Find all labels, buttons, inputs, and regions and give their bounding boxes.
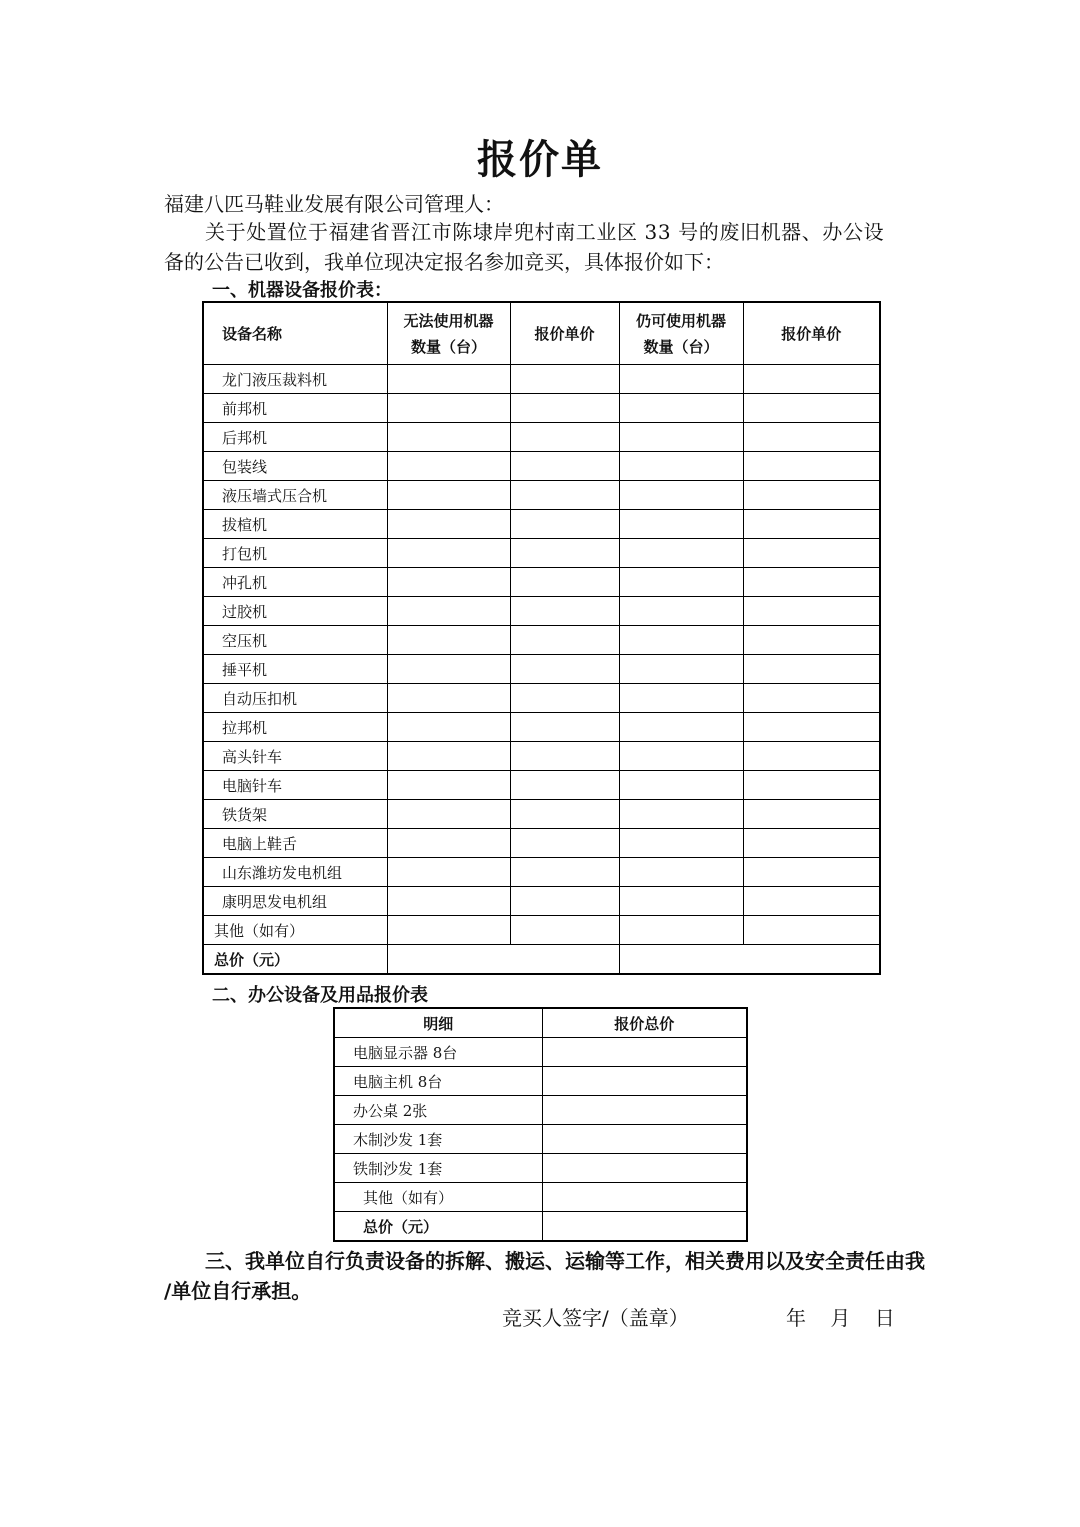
total-unusable-cell[interactable] [387, 945, 619, 975]
equipment-name-cell: 打包机 [203, 539, 387, 568]
unusable-quantity-cell[interactable] [387, 742, 510, 771]
unit-price-cell[interactable] [743, 597, 880, 626]
total-price-cell[interactable] [542, 1212, 747, 1242]
total-row-label: 总价（元） [203, 945, 387, 975]
usable-quantity-cell[interactable] [619, 481, 743, 510]
table-row [203, 539, 880, 568]
table-row [203, 742, 880, 771]
total-price-cell[interactable] [542, 1183, 747, 1212]
usable-quantity-cell[interactable] [619, 800, 743, 829]
unit-price-cell[interactable] [510, 800, 619, 829]
section3-line-2: /单位自行承担。 [164, 1279, 312, 1303]
unit-price-cell[interactable] [510, 713, 619, 742]
header-usable-quantity [619, 302, 743, 365]
total-row-label: 总价（元） [334, 1212, 542, 1242]
signature-label: 竞买人签字/（盖章） [502, 1306, 689, 1330]
signature-date: 年 月 日 [786, 1306, 895, 1330]
usable-quantity-cell[interactable] [619, 365, 743, 394]
unusable-quantity-cell[interactable] [387, 684, 510, 713]
usable-quantity-cell[interactable] [619, 568, 743, 597]
table-row-total [334, 1212, 747, 1242]
total-usable-cell[interactable] [619, 945, 880, 975]
unit-price-cell[interactable] [510, 829, 619, 858]
table-row [334, 1154, 747, 1183]
equipment-name-cell: 电脑上鞋舌 [203, 829, 387, 858]
equipment-name-cell: 空压机 [203, 626, 387, 655]
unit-price-cell[interactable] [510, 771, 619, 800]
unit-price-cell[interactable] [743, 742, 880, 771]
table-row [203, 423, 880, 452]
table-row [203, 887, 880, 916]
usable-quantity-cell[interactable] [619, 713, 743, 742]
usable-quantity-cell[interactable] [619, 394, 743, 423]
equipment-name-cell: 龙门液压裁料机 [203, 365, 387, 394]
unit-price-cell[interactable] [510, 597, 619, 626]
equipment-name-cell: 自动压扣机 [203, 684, 387, 713]
table-row [334, 1038, 747, 1067]
unusable-quantity-cell[interactable] [387, 916, 510, 945]
unit-price-cell[interactable] [743, 713, 880, 742]
usable-quantity-cell[interactable] [619, 510, 743, 539]
unit-price-cell[interactable] [510, 539, 619, 568]
equipment-name-cell: 电脑针车 [203, 771, 387, 800]
unusable-quantity-cell[interactable] [387, 365, 510, 394]
unit-price-cell[interactable] [510, 365, 619, 394]
usable-quantity-cell[interactable] [619, 742, 743, 771]
section3-line-1: 三、我单位自行负责设备的拆解、搬运、运输等工作，相关费用以及安全责任由我 [205, 1249, 925, 1273]
table-row [203, 800, 880, 829]
table-row [203, 829, 880, 858]
unit-price-cell[interactable] [510, 510, 619, 539]
table-row [203, 510, 880, 539]
header-total-price: 报价总价 [542, 1008, 747, 1038]
unit-price-cell[interactable] [743, 365, 880, 394]
usable-quantity-cell[interactable] [619, 858, 743, 887]
equipment-name-cell: 高头针车 [203, 742, 387, 771]
table-row [203, 713, 880, 742]
unit-price-cell[interactable] [743, 829, 880, 858]
unusable-quantity-cell[interactable] [387, 829, 510, 858]
other-row-label: 其他（如有） [203, 916, 387, 945]
header-usable-line1: 仍可使用机器 [635, 311, 726, 330]
equipment-name-cell: 捶平机 [203, 655, 387, 684]
equipment-name-cell: 山东潍坊发电机组 [203, 858, 387, 887]
unusable-quantity-cell[interactable] [387, 423, 510, 452]
header-unusable-line2: 数量（台） [410, 337, 486, 356]
usable-quantity-cell[interactable] [619, 684, 743, 713]
table-row-total [203, 945, 880, 975]
equipment-name-cell: 冲孔机 [203, 568, 387, 597]
page-title: 报价单 [477, 136, 603, 183]
unit-price-cell[interactable] [743, 452, 880, 481]
table-row [334, 1125, 747, 1154]
unit-price-cell[interactable] [743, 771, 880, 800]
intro-line-2: 备的公告已收到，我单位现决定报名参加竞买，具体报价如下： [164, 250, 724, 274]
equipment-name-cell: 拔楦机 [203, 510, 387, 539]
unit-price-cell[interactable] [743, 394, 880, 423]
usable-quantity-cell[interactable] [619, 916, 743, 945]
total-price-cell[interactable] [542, 1067, 747, 1096]
equipment-name-cell: 后邦机 [203, 423, 387, 452]
unusable-quantity-cell[interactable] [387, 800, 510, 829]
equipment-name-cell: 包装线 [203, 452, 387, 481]
unit-price-cell[interactable] [743, 916, 880, 945]
usable-quantity-cell[interactable] [619, 771, 743, 800]
unit-price-cell[interactable] [510, 887, 619, 916]
unusable-quantity-cell[interactable] [387, 655, 510, 684]
unit-price-cell[interactable] [743, 481, 880, 510]
table-row [203, 568, 880, 597]
unusable-quantity-cell[interactable] [387, 539, 510, 568]
table-row [203, 771, 880, 800]
unusable-quantity-cell[interactable] [387, 568, 510, 597]
table-row [334, 1096, 747, 1125]
table-row [203, 626, 880, 655]
table-row-other [334, 1183, 747, 1212]
unit-price-cell[interactable] [510, 481, 619, 510]
intro-line-1: 关于处置位于福建省晋江市陈埭岸兜村南工业区 33 号的废旧机器、办公设 [205, 220, 885, 244]
unusable-quantity-cell[interactable] [387, 394, 510, 423]
header-unusable-quantity [387, 302, 510, 365]
unusable-quantity-cell[interactable] [387, 452, 510, 481]
unusable-quantity-cell[interactable] [387, 481, 510, 510]
usable-quantity-cell[interactable] [619, 887, 743, 916]
unusable-quantity-cell[interactable] [387, 510, 510, 539]
equipment-name-cell: 拉邦机 [203, 713, 387, 742]
header-usable-line2: 数量（台） [643, 337, 719, 356]
table-row [203, 365, 880, 394]
table-row [203, 655, 880, 684]
header-unusable-line1: 无法使用机器 [403, 311, 494, 330]
unit-price-cell[interactable] [510, 742, 619, 771]
unusable-quantity-cell[interactable] [387, 626, 510, 655]
machine-quotation-table [202, 301, 881, 975]
total-price-cell[interactable] [542, 1038, 747, 1067]
equipment-name-cell: 康明思发电机组 [203, 887, 387, 916]
unit-price-cell[interactable] [743, 655, 880, 684]
unit-price-cell[interactable] [743, 510, 880, 539]
unit-price-cell[interactable] [743, 887, 880, 916]
unusable-quantity-cell[interactable] [387, 887, 510, 916]
unusable-quantity-cell[interactable] [387, 597, 510, 626]
detail-cell: 铁制沙发 1套 [334, 1154, 542, 1183]
table-row-other [203, 916, 880, 945]
unit-price-cell[interactable] [510, 452, 619, 481]
detail-cell: 电脑主机 8台 [334, 1067, 542, 1096]
equipment-name-cell: 液压墙式压合机 [203, 481, 387, 510]
unit-price-cell[interactable] [743, 858, 880, 887]
detail-cell: 电脑显示器 8台 [334, 1038, 542, 1067]
table-row [203, 597, 880, 626]
addressee: 福建八匹马鞋业发展有限公司管理人： [164, 192, 504, 216]
header-detail: 明细 [334, 1008, 542, 1038]
usable-quantity-cell[interactable] [619, 626, 743, 655]
table-row [203, 481, 880, 510]
unit-price-cell[interactable] [510, 684, 619, 713]
unit-price-cell[interactable] [743, 539, 880, 568]
table-header-row [334, 1008, 747, 1038]
unusable-quantity-cell[interactable] [387, 858, 510, 887]
usable-quantity-cell[interactable] [619, 423, 743, 452]
usable-quantity-cell[interactable] [619, 829, 743, 858]
other-row-label: 其他（如有） [334, 1183, 542, 1212]
office-quotation-table [333, 1007, 748, 1242]
unit-price-cell[interactable] [743, 423, 880, 452]
usable-quantity-cell[interactable] [619, 452, 743, 481]
header-unit-price-1: 报价单价 [510, 302, 619, 365]
unusable-quantity-cell[interactable] [387, 771, 510, 800]
equipment-name-cell: 前邦机 [203, 394, 387, 423]
detail-cell: 办公桌 2张 [334, 1096, 542, 1125]
table-row [203, 452, 880, 481]
header-equipment-name: 设备名称 [203, 302, 387, 365]
unit-price-cell[interactable] [743, 684, 880, 713]
table-row [203, 394, 880, 423]
equipment-name-cell: 过胶机 [203, 597, 387, 626]
table-header-row [203, 302, 880, 365]
total-price-cell[interactable] [542, 1125, 747, 1154]
table-row [334, 1067, 747, 1096]
detail-cell: 木制沙发 1套 [334, 1125, 542, 1154]
unusable-quantity-cell[interactable] [387, 713, 510, 742]
table-row [203, 684, 880, 713]
unit-price-cell[interactable] [743, 568, 880, 597]
unit-price-cell[interactable] [510, 626, 619, 655]
unit-price-cell[interactable] [510, 568, 619, 597]
usable-quantity-cell[interactable] [619, 655, 743, 684]
unit-price-cell[interactable] [510, 394, 619, 423]
unit-price-cell[interactable] [510, 655, 619, 684]
section1-heading: 一、机器设备报价表： [212, 280, 392, 301]
header-unit-price-2: 报价单价 [743, 302, 880, 365]
usable-quantity-cell[interactable] [619, 539, 743, 568]
total-price-cell[interactable] [542, 1154, 747, 1183]
unit-price-cell[interactable] [743, 626, 880, 655]
unit-price-cell[interactable] [743, 800, 880, 829]
equipment-name-cell: 铁货架 [203, 800, 387, 829]
unit-price-cell[interactable] [510, 423, 619, 452]
section2-heading: 二、办公设备及用品报价表 [212, 985, 428, 1006]
total-price-cell[interactable] [542, 1096, 747, 1125]
table-row [203, 858, 880, 887]
usable-quantity-cell[interactable] [619, 597, 743, 626]
unit-price-cell[interactable] [510, 858, 619, 887]
unit-price-cell[interactable] [510, 916, 619, 945]
